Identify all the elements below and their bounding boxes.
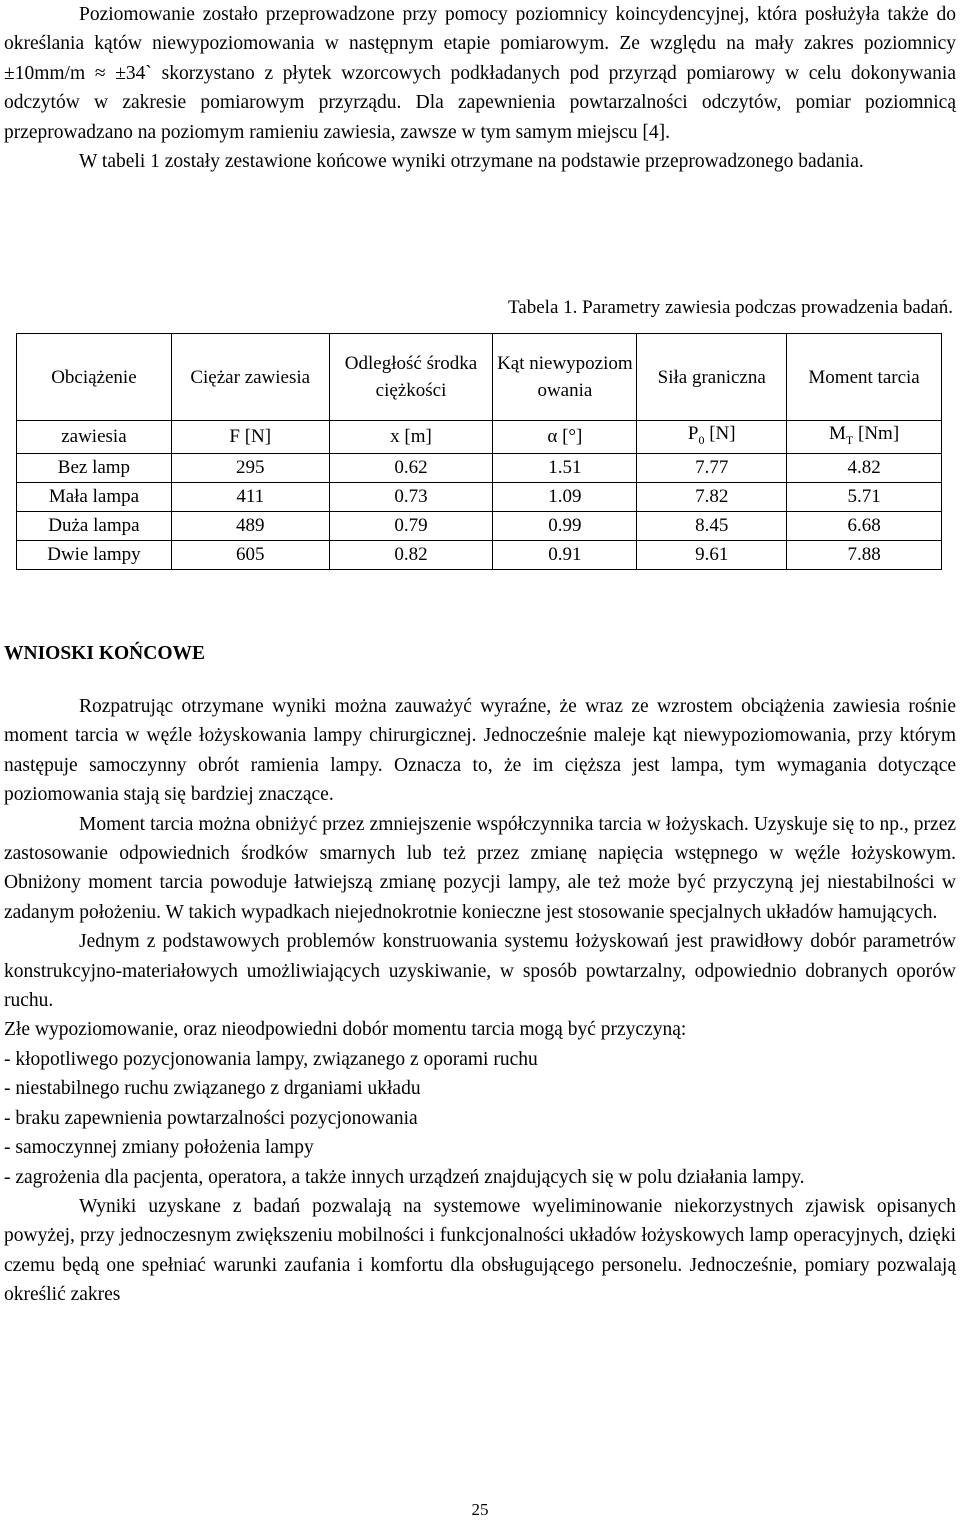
header-cell: Siła graniczna xyxy=(637,334,787,421)
table-units-row xyxy=(17,421,942,454)
unit-cell: x [m] xyxy=(329,421,493,454)
table-cell: 7.77 xyxy=(637,453,787,482)
header-cell: Ciężar zawiesia xyxy=(171,334,329,421)
table-cell: 1.09 xyxy=(493,482,637,511)
table-cell: Dwie lampy xyxy=(17,540,172,569)
table-cell: 7.82 xyxy=(637,482,787,511)
unit-cell: $P_0$ [N] xyxy=(637,421,787,454)
list-item: - samoczynnej zmiany położenia lampy xyxy=(4,1137,314,1159)
section-heading: WNIOSKI KOŃCOWE xyxy=(4,643,205,664)
table-caption: Tabela 1. Parametry zawiesia podczas prowadzenia badań. xyxy=(508,297,953,318)
table-cell: 411 xyxy=(171,482,329,511)
list-item: - zagrożenia dla pacjenta, operatora, a także innych urządzeń znajdujących się w polu działania lampy. xyxy=(4,1166,805,1188)
table-cell: 0.62 xyxy=(329,453,493,482)
table-cell: 5.71 xyxy=(787,482,942,511)
conclusions-paragraph-1: Rozpatrując otrzymane wyniki można zauważyć wyraźne, że wraz ze wzrostem obciążenia zawiesia rośnie moment tarcia w węźle łożyskowania lampy chirurgicznej. Jednocześnie maleje kąt niewypoziomowania, przy którym następuje samoczynny obrót ramienia lampy. Oznacza to, że im cięższa jest lampa, tym wymagania dotyczące poziomowania stają się bardziej znaczące. xyxy=(4,696,956,806)
table-cell: 8.45 xyxy=(637,511,787,540)
conclusions-paragraph-3: Jednym z podstawowych problemów konstruowania systemu łożyskowań jest prawidłowy dobór parametrów konstrukcyjno-materiałowych umożliwiających uzyskiwanie, w sposób powtarzalny, odpowiednio dobranych oporów ruchu. xyxy=(4,931,956,1012)
table-cell: 4.82 xyxy=(787,453,942,482)
header-cell: Moment tarcia xyxy=(787,334,942,421)
table-cell: 0.99 xyxy=(493,511,637,540)
header-cell: Kąt niewypoziom owania xyxy=(493,334,637,421)
unit-cell: $M_T$ [Nm] xyxy=(787,421,942,454)
conclusions-paragraph-4: Wyniki uzyskane z badań pozwalają na systemowe wyeliminowanie niekorzystnych zjawisk opisanych powyżej, przy jednoczesnym zwiększeniu mobilności i funkcjonalności układów łożyskowych lamp operacyjnych, dzięki czemu będą one spełniać warunki zaufania i komfortu dla obsługującego personelu. Jednocześnie, pomiary pozwalają określić zakres xyxy=(4,1195,956,1306)
table-cell: 605 xyxy=(171,540,329,569)
header-cell: Obciążenie xyxy=(17,334,172,421)
table-row xyxy=(17,482,942,511)
table-cell: 0.82 xyxy=(329,540,493,569)
table-cell: Bez lamp xyxy=(17,453,172,482)
list-item: - braku zapewnienia powtarzalności pozycjonowania xyxy=(4,1107,418,1129)
page-number: 25 xyxy=(471,1500,489,1519)
conclusions-section xyxy=(4,692,956,1310)
list-item: - niestabilnego ruchu związanego z drganiami układu xyxy=(4,1078,421,1100)
intro-paragraph-1: Poziomowanie zostało przeprowadzone przy pomocy poziomnicy koincydencyjnej, która posłużyła także do określania kątów niewypoziomowania w następnym etapie pomiarowym. Ze względu na mały zakres poziomnicy ±10mm/m ≈ ±34` skorzystano z płytek wzorcowych podkładanych pod przyrząd pomiarowy w celu dokonywania odczytów w zakresie pomiarowym przyrządu. Dla zapewnienia powtarzalności odczytów, pomiar poziomnicą przeprowadzano na poziomym ramieniu zawiesia, zawsze w tym samym miejscu [4]. xyxy=(4,4,956,143)
table-row xyxy=(17,453,942,482)
header-cell: Odległość środka ciężkości xyxy=(329,334,493,421)
table-cell: Mała lampa xyxy=(17,482,172,511)
table-cell: 7.88 xyxy=(787,540,942,569)
list-intro: Złe wypoziomowanie, oraz nieodpowiedni dobór momentu tarcia mogą być przyczyną: xyxy=(4,1019,687,1041)
list-item: - kłopotliwego pozycjonowania lampy, związanego z oporami ruchu xyxy=(4,1048,538,1070)
unit-cell: α [°] xyxy=(493,421,637,454)
unit-cell: F [N] xyxy=(171,421,329,454)
table-cell: 489 xyxy=(171,511,329,540)
intro-section xyxy=(4,0,956,176)
table-cell: 1.51 xyxy=(493,453,637,482)
table-cell: 295 xyxy=(171,453,329,482)
table-header-row xyxy=(17,334,942,421)
table-cell: 6.68 xyxy=(787,511,942,540)
unit-cell: zawiesia xyxy=(17,421,172,454)
intro-paragraph-2: W tabeli 1 zostały zestawione końcowe wyniki otrzymane na podstawie przeprowadzonego badania. xyxy=(79,151,864,173)
table-row xyxy=(17,511,942,540)
table-cell: 0.79 xyxy=(329,511,493,540)
table-cell: 0.91 xyxy=(493,540,637,569)
table-cell: 9.61 xyxy=(637,540,787,569)
parameters-table xyxy=(16,333,942,570)
conclusions-paragraph-2: Moment tarcia można obniżyć przez zmniejszenie współczynnika tarcia w łożyskach. Uzyskuje się to np., przez zastosowanie odpowiednich środków smarnych lub też przez zmianę napięcia wstępnego w węźle łożyskowym. Obniżony moment tarcia powoduje łatwiejszą zmianę pozycji lampy, ale też może być przyczyną jej niestabilności w zadanym położeniu. W takich wypadkach niejednokrotnie konieczne jest stosowanie specjalnych układów hamujących. xyxy=(4,813,956,923)
table-cell: Duża lampa xyxy=(17,511,172,540)
table-cell: 0.73 xyxy=(329,482,493,511)
table-row xyxy=(17,540,942,569)
